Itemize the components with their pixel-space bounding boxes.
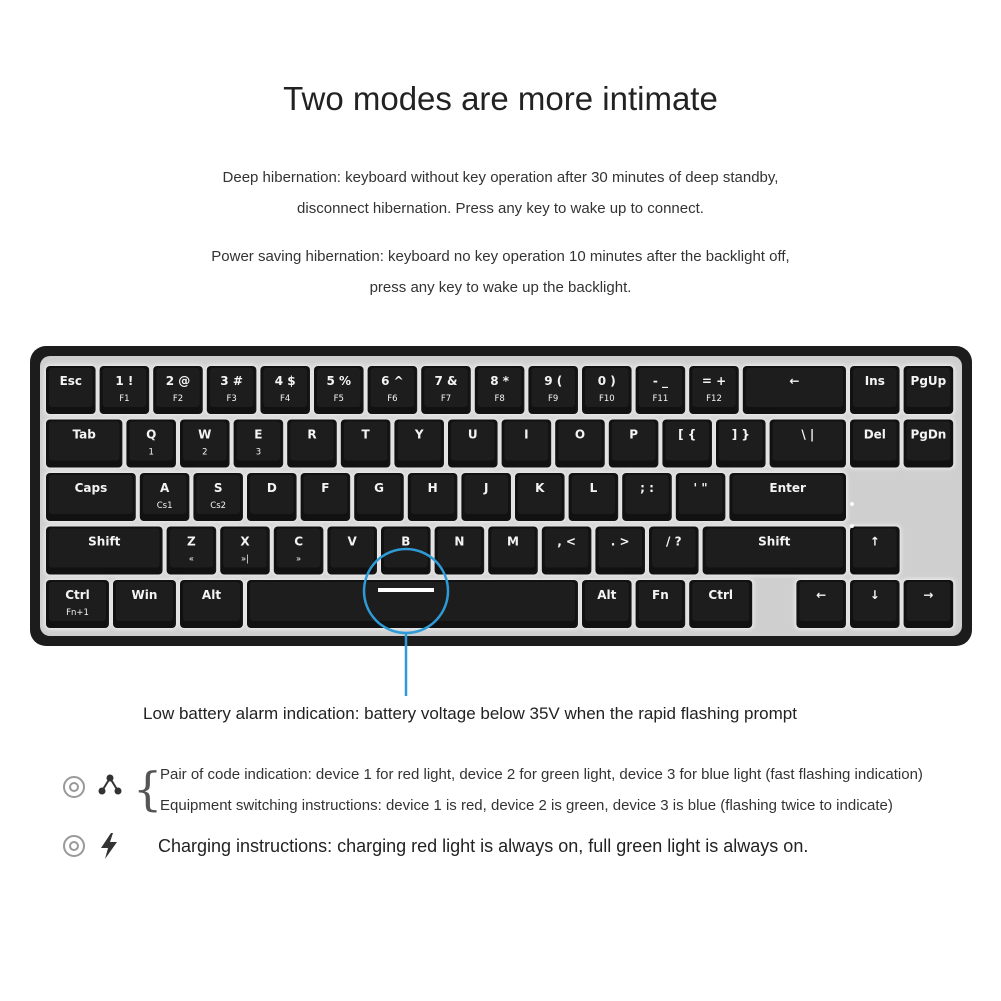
key-r3-1 [166,526,218,576]
indicator-light-bar [378,588,434,592]
charging-instructions-text: Charging instructions: charging red light is always on, full green light is always on. [158,836,809,856]
key-r1-6 [393,419,445,469]
key-label: C [294,534,304,549]
key-r2-5 [353,472,405,522]
key-r2-11 [675,472,727,522]
key-label: [ { [678,427,697,442]
key-r1-11 [661,419,713,469]
key-arrow-2 [849,579,901,629]
key-r1-13 [769,419,847,469]
key-label: W [198,427,212,442]
key-label: G [374,481,384,495]
key-r0-6 [367,365,419,415]
key-label: 1 ! [115,374,134,388]
key-r1-4 [286,419,338,469]
key-r2-12 [728,472,847,522]
brace-icon: { [133,762,163,816]
key-sublabel: F11 [652,394,669,404]
key-label: A [159,481,170,495]
power-saving-text-2: press any key to wake up the backlight. [369,279,632,296]
indicator-ring-icon-2 [63,835,85,857]
key-sublabel: Fn+1 [66,608,89,618]
key-r4-6 [688,579,753,629]
key-label: Tab [72,427,96,442]
key-label: Ins [864,374,885,388]
key-label: P [629,427,638,442]
key-sublabel: F4 [280,394,291,404]
key-r0-2 [152,365,204,415]
indicator-ring-icon [63,776,85,798]
key-r2-3 [246,472,298,522]
key-sublabel: « [188,554,195,565]
key-label: Ctrl [708,588,733,602]
key-r2-1 [139,472,191,522]
key-r3-2 [219,526,271,576]
key-nav-3 [903,419,955,469]
key-r1-10 [608,419,660,469]
power-saving-text-1: Power saving hibernation: keyboard no key operation 10 minutes after the backlight off, [211,248,790,265]
key-r3-11 [702,526,847,576]
key-arrow-3 [903,579,955,629]
key-label: I [524,427,529,442]
key-r1-3 [233,419,285,469]
key-label: ← [789,374,800,388]
key-nav-0 [849,365,901,415]
key-sublabel: F3 [226,394,237,404]
key-label: 8 * [490,374,510,388]
key-label: M [507,534,519,549]
key-label: Alt [201,588,222,602]
key-label: F [321,481,330,495]
key-r0-13 [742,365,847,415]
key-r0-11 [635,365,687,415]
key-label: K [535,481,545,495]
key-sublabel: F6 [387,394,398,404]
key-sublabel: 2 [202,447,208,458]
key-label: Fn [652,588,669,602]
key-label: PgUp [910,374,947,388]
key-r1-0 [45,419,123,469]
key-label: Alt [597,588,617,602]
key-r4-0 [45,579,110,629]
key-r0-12 [688,365,740,415]
key-label: ↑ [869,534,880,549]
key-label: S [213,481,223,495]
key-nav-2 [849,419,901,469]
key-label: D [266,481,277,495]
key-r3-8 [541,526,593,576]
pairing-icon [97,773,123,797]
key-label: 2 @ [165,374,191,388]
key-label: Enter [769,481,806,495]
key-label: Q [146,427,157,442]
key-sublabel: Cs2 [210,501,227,511]
key-label: ↓ [869,588,880,602]
battery-alarm-text: Low battery alarm indication: battery voltage below 35V when the rapid flashing prompt [143,704,797,723]
key-label: Esc [59,374,83,388]
key-r1-5 [340,419,392,469]
key-r0-1 [99,365,151,415]
key-sublabel: 3 [255,447,262,458]
key-label: PgDn [910,427,947,442]
indicator-led [850,524,854,528]
key-sublabel: »| [240,554,250,565]
key-r2-9 [568,472,620,522]
key-sublabel: F10 [598,394,615,404]
key-label: Win [131,588,158,602]
key-label: ' " [693,481,708,495]
key-sublabel: F8 [494,394,505,404]
key-label: Shift [758,534,791,549]
key-r0-7 [420,365,472,415]
key-label: N [454,534,465,549]
key-sublabel: » [295,554,302,565]
key-label: 4 $ [274,374,296,388]
key-r4-2 [179,579,244,629]
key-r2-4 [300,472,352,522]
key-label: 7 & [434,374,458,388]
key-label: J [483,481,489,495]
key-r4-4 [581,579,633,629]
key-label: 0 ) [597,374,616,388]
key-r2-7 [460,472,512,522]
page-title: Two modes are more intimate [283,80,718,117]
key-label: - _ [652,374,668,388]
key-r0-5 [313,365,365,415]
key-r3-10 [648,526,700,576]
key-arrow-1 [795,579,847,629]
key-r1-12 [715,419,767,469]
key-label: ; : [640,481,654,495]
deep-hibernation-text-1: Deep hibernation: keyboard without key operation after 30 minutes of deep standby, [222,169,779,186]
key-r0-0 [45,365,97,415]
key-label: Z [187,534,196,549]
key-r2-10 [621,472,673,522]
indicator-led [850,502,854,506]
key-label: B [401,534,411,549]
key-label: R [307,427,317,442]
key-label: O [574,427,586,442]
key-sublabel: Cs1 [156,501,173,511]
key-r3-9 [594,526,646,576]
deep-hibernation-text-2: disconnect hibernation. Press any key to wake up to connect. [297,200,704,217]
key-r4-1 [112,579,177,629]
key-label: Y [414,427,424,442]
key-label: / ? [666,534,682,549]
key-label: X [240,534,250,549]
key-label: 5 % [326,374,352,388]
key-label: Shift [88,534,121,549]
key-sublabel: F12 [706,394,722,404]
key-label: V [347,534,357,549]
key-r1-9 [554,419,606,469]
key-label: H [427,481,438,495]
key-label: = + [701,374,727,388]
keyboard-svg [30,346,972,646]
pairing-indication-text: Pair of code indication: device 1 for red light, device 2 for green light, device 3 for blue light (fast flashing indication) [160,766,923,783]
key-label: U [467,427,478,442]
key-r3-0 [45,526,164,576]
key-sublabel: F5 [333,394,344,404]
key-r1-8 [501,419,553,469]
key-r2-8 [514,472,566,522]
key-label: → [923,588,934,602]
key-label: E [254,427,263,442]
key-r0-9 [527,365,579,415]
lightning-icon [98,832,120,860]
key-r4-5 [635,579,687,629]
key-sublabel: F2 [172,394,184,404]
key-r1-7 [447,419,499,469]
key-nav-1 [903,365,955,415]
key-label: L [589,481,598,495]
key-sublabel: F9 [548,394,559,404]
key-sublabel: F1 [119,394,130,404]
key-sublabel: F7 [440,394,452,404]
key-label: 3 # [220,374,243,388]
key-label: 9 ( [544,374,563,388]
key-r0-8 [474,365,526,415]
key-r0-4 [259,365,311,415]
key-label: Ctrl [65,588,90,602]
key-label: 6 ^ [381,374,404,388]
key-r0-10 [581,365,633,415]
key-r3-3 [273,526,325,576]
key-r1-2 [179,419,231,469]
key-label: Caps [74,481,108,495]
key-r1-1 [125,419,177,469]
key-label: T [361,427,370,442]
key-sublabel: 1 [148,447,154,458]
keyboard-image [30,346,972,646]
key-label: ] } [731,427,750,442]
key-r2-6 [407,472,459,522]
key-arrow-up [849,526,901,576]
key-r3-7 [487,526,539,576]
key-label: Del [863,427,886,442]
key-r0-3 [206,365,258,415]
key-label: \ | [801,427,815,442]
key-label: , < [557,534,576,549]
device-switching-text: Equipment switching instructions: device 1 is red, device 2 is green, device 3 is blue (flashing twice to indicate) [160,797,893,814]
key-r2-2 [192,472,244,522]
battery-callout [355,544,455,696]
key-label: . > [610,534,630,549]
key-label: ← [816,588,827,602]
key-r2-0 [45,472,137,522]
